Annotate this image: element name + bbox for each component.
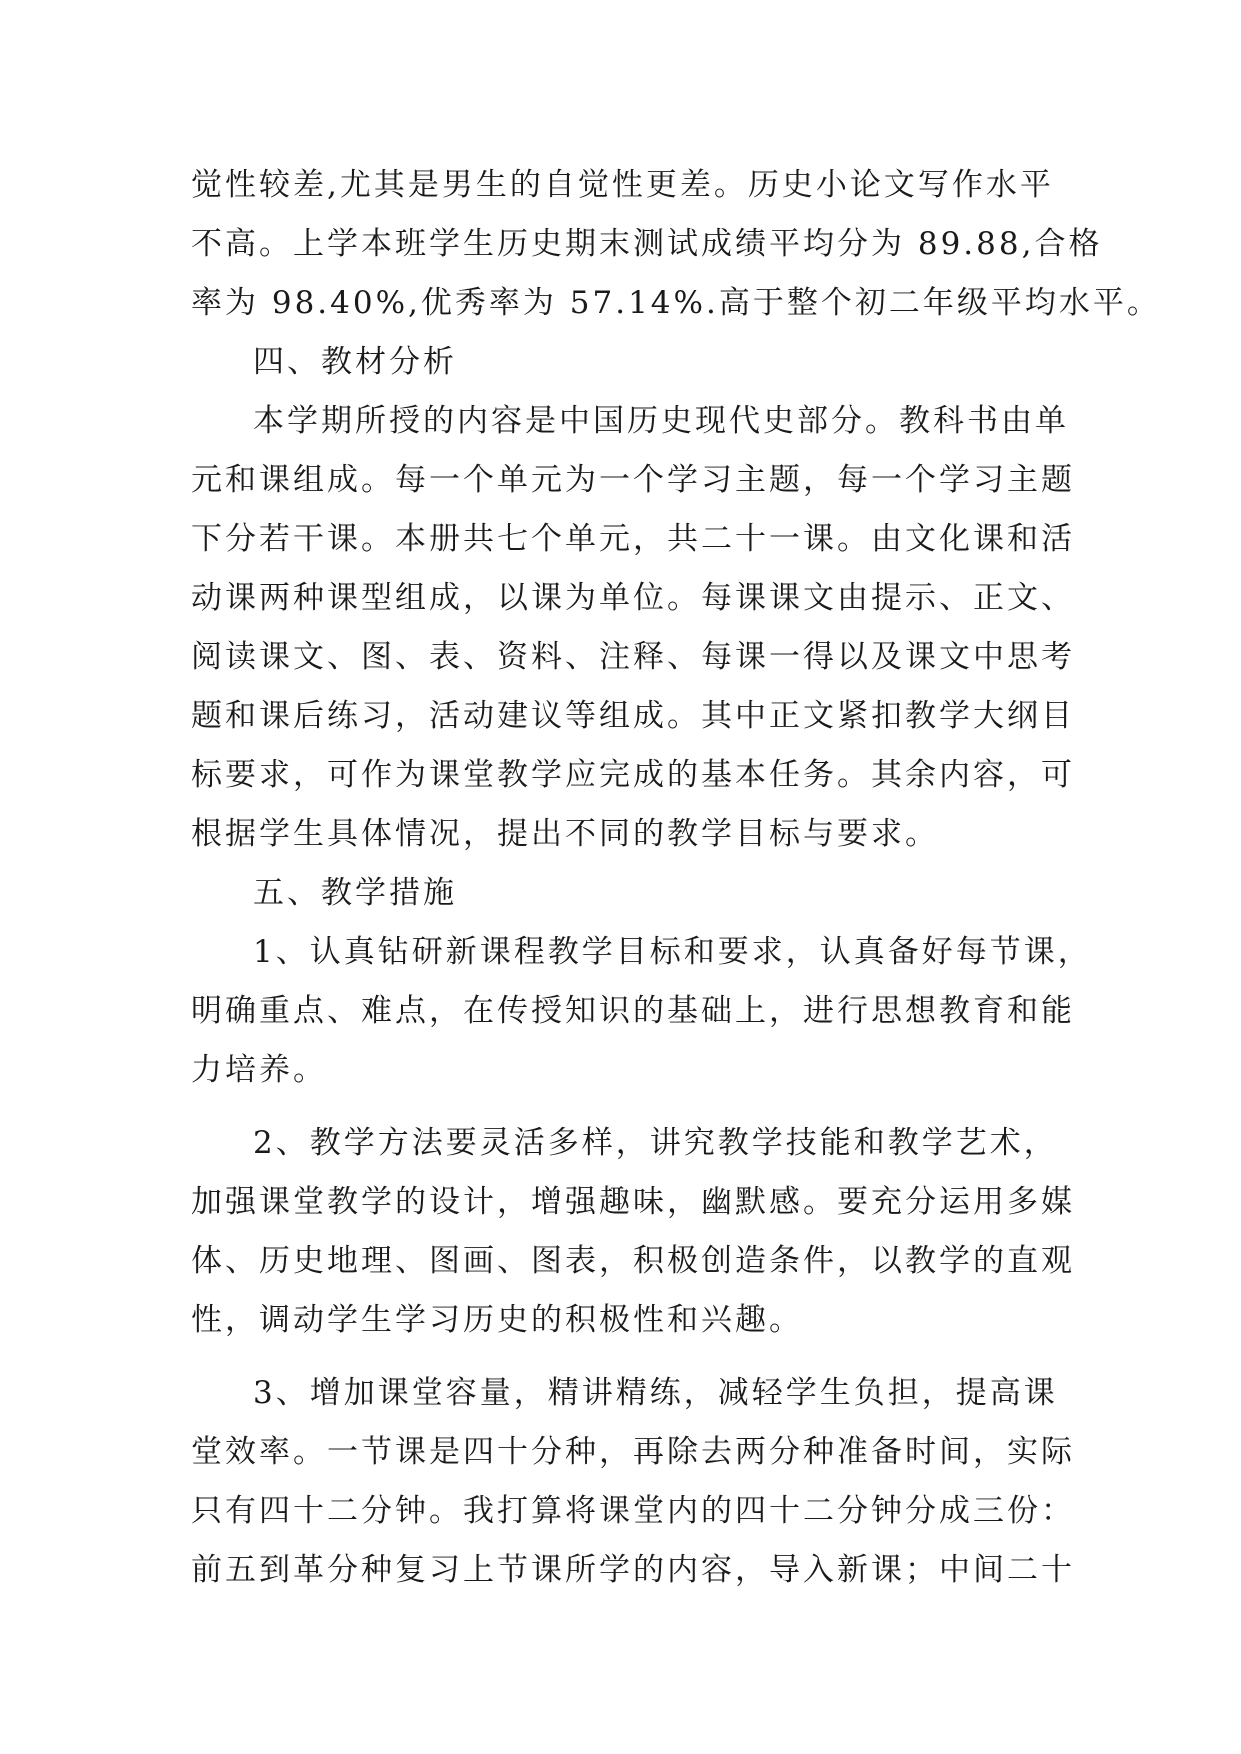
text-line: 只有四十二分钟。我打算将课堂内的四十二分钟分成三份： xyxy=(191,1493,1075,1529)
text-line: 堂效率。一节课是四十分种，再除去两分种准备时间，实际 xyxy=(191,1434,1075,1470)
section-heading-teaching-measures: 五、教学措施 xyxy=(253,875,457,911)
text-line: 性，调动学生学习历史的积极性和兴趣。 xyxy=(191,1302,803,1338)
text-line: 1、认真钻研新课程教学目标和要求，认真备好每节课， xyxy=(253,934,1092,970)
text-line: 3、增加课堂容量，精讲精练，减轻学生负担，提高课 xyxy=(253,1375,1058,1411)
text-line: 觉性较差,尤其是男生的自觉性更差。历史小论文写作水平 xyxy=(191,167,1054,203)
text-line: 题和课后练习，活动建议等组成。其中正文紧扣教学大纲目 xyxy=(191,698,1075,734)
document-body xyxy=(191,156,1161,1600)
text-line: 标要求，可作为课堂教学应完成的基本任务。其余内容，可 xyxy=(191,757,1075,793)
text-line: 本学期所授的内容是中国历史现代史部分。教科书由单 xyxy=(253,403,1069,439)
text-line: 元和课组成。每一个单元为一个学习主题，每一个学习主题 xyxy=(191,462,1075,498)
section-heading-teaching-material-analysis: 四、教材分析 xyxy=(253,344,457,380)
text-line: 阅读课文、图、表、资料、注释、每课一得以及课文中思考 xyxy=(191,639,1075,675)
text-line: 加强课堂教学的设计，增强趣味，幽默感。要充分运用多媒 xyxy=(191,1184,1075,1220)
text-line: 2、教学方法要灵活多样，讲究教学技能和教学艺术， xyxy=(253,1125,1058,1161)
text-line: 不高。上学本班学生历史期末测试成绩平均分为 89.88,合格 xyxy=(191,226,1103,262)
text-line: 根据学生具体情况，提出不同的教学目标与要求。 xyxy=(191,816,939,852)
text-line: 体、历史地理、图画、图表，积极创造条件，以教学的直观 xyxy=(191,1243,1075,1279)
text-line: 率为 98.40%,优秀率为 57.14%.高于整个初二年级平均水平。 xyxy=(191,285,1161,321)
text-line: 下分若干课。本册共七个单元，共二十一课。由文化课和活 xyxy=(191,521,1075,557)
text-line: 力培养。 xyxy=(191,1052,327,1088)
text-line: 动课两种课型组成，以课为单位。每课课文由提示、正文、 xyxy=(191,580,1075,616)
text-line: 前五到革分种复习上节课所学的内容，导入新课；中间二十 xyxy=(191,1552,1075,1588)
text-line: 明确重点、难点，在传授知识的基础上，进行思想教育和能 xyxy=(191,993,1075,1029)
